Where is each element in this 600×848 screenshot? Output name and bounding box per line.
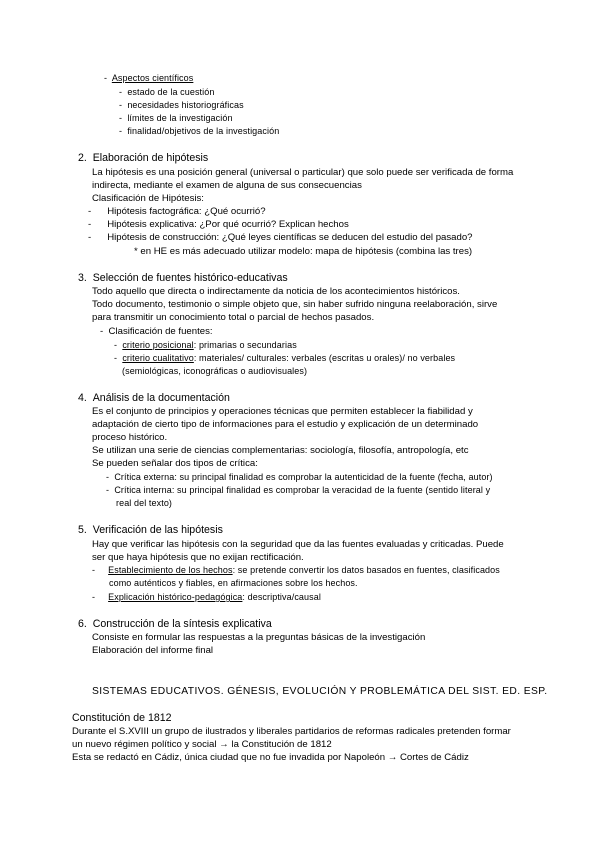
list-item: - Establecimiento de los hechos: se pretende convertir los datos basados en fuentes, clasificados (92, 565, 500, 575)
list-item: - necesidades historiográficas (119, 100, 244, 110)
section-heading: 2. Elaboración de hipótesis (78, 152, 209, 164)
paragraph-line: Todo aquello que directa o indirectamente da noticia de los acontecimientos históricos. (92, 286, 460, 297)
paragraph-line: Consiste en formular las respuestas a la preguntas básicas de la investigación (92, 632, 426, 643)
paragraph-line: Se pueden señalar dos tipos de crítica: (92, 458, 258, 469)
scientific-aspects-heading (104, 72, 193, 85)
list-item: - límites de la investigación (119, 113, 233, 123)
list-item: - Explicación histórico-pedagógica: descriptiva/causal (92, 592, 321, 602)
list-item: - Hipótesis factográfica: ¿Qué ocurrió? (88, 206, 266, 217)
list-item: - finalidad/objetivos de la investigación (119, 126, 280, 136)
list-item: - Hipótesis de construcción: ¿Qué leyes científicas se deducen del estudio del pasado? (88, 232, 473, 243)
list-item-continuation: (semiológicas, iconográficas o audiovisuales) (122, 366, 308, 376)
subsection-heading: Constitución de 1812 (72, 712, 172, 724)
list-item-continuation: real del texto) (116, 498, 173, 508)
paragraph-line: Es el conjunto de principios y operaciones técnicas que permiten establecer la fiabilidad y (92, 406, 473, 417)
paragraph-line: un nuevo régimen político y social → la Constitución de 1812 (72, 739, 332, 750)
list-item: - Crítica interna: su principal finalidad es comprobar la veracidad de la fuente (sentido literal y (106, 485, 491, 495)
section-heading: 6. Construcción de la síntesis explicativa (78, 618, 272, 630)
paragraph-line: La hipótesis es una posición general (universal o particular) que solo puede ser verificada de forma (92, 167, 514, 178)
list-item: - criterio cualitativo: materiales/ culturales: verbales (escritas u orales)/ no verbales (114, 353, 456, 363)
paragraph-line: indirecta, mediante el examen de alguna de sus consecuencias (92, 180, 362, 191)
dash-bullet: - (104, 73, 108, 83)
paragraph-line: Clasificación de Hipótesis: (92, 193, 204, 204)
section-heading: 3. Selección de fuentes histórico-educativas (78, 272, 288, 284)
paragraph-line: Se utilizan una serie de ciencias complementarias: sociología, filosofía, antropología, etc (92, 445, 469, 456)
paragraph-line: Elaboración del informe final (92, 645, 214, 656)
list-item: - estado de la cuestión (119, 87, 215, 97)
paragraph-line: ser que haya hipótesis que no exijan rectificación. (92, 552, 304, 563)
paragraph-line: Durante el S.XVIII un grupo de ilustrados y liberales partidarios de reformas radicales pretenden formar (72, 726, 511, 737)
paragraph-line: Esta se redactó en Cádiz, única ciudad que no fue invadida por Napoleón → Cortes de Cádiz (72, 752, 469, 763)
list-item: - Hipótesis explicativa: ¿Por qué ocurrió? Explican hechos (88, 219, 349, 230)
note-line: * en HE es más adecuado utilizar modelo: mapa de hipótesis (combina las tres) (134, 246, 473, 257)
paragraph-line: para transmitir un conocimiento total o parcial de hechos pasados. (92, 312, 375, 323)
paragraph-line: Hay que verificar las hipótesis con la seguridad que da las fuentes evaluadas y criticadas. Puede (92, 539, 504, 550)
paragraph-line: proceso histórico. (92, 432, 168, 443)
document-title: SISTEMAS EDUCATIVOS. GÉNESIS, EVOLUCIÓN Y PROBLEMÁTICA DEL SIST. ED. ESP. (92, 686, 548, 697)
section-heading: 5. Verificación de las hipótesis (78, 524, 223, 536)
paragraph-line: Todo documento, testimonio o simple objeto que, sin haber sufrido ninguna reelaboración, sirve (92, 299, 498, 310)
scientific-aspects-label: Aspectos científicos (111, 73, 194, 83)
list-item: - Crítica externa: su principal finalidad es comprobar la autenticidad de la fuente (fecha, autor) (106, 472, 493, 482)
list-item: - criterio posicional: primarias o secundarias (114, 340, 297, 350)
section-heading: 4. Análisis de la documentación (78, 392, 230, 404)
list-item-continuation: como auténticos y fiables, en afirmaciones sobre los hechos. (109, 578, 358, 588)
paragraph-line: adaptación de cierto tipo de informaciones para el estudio y explicación de un determinado (92, 419, 479, 430)
list-item: - Clasificación de fuentes: (100, 326, 213, 337)
